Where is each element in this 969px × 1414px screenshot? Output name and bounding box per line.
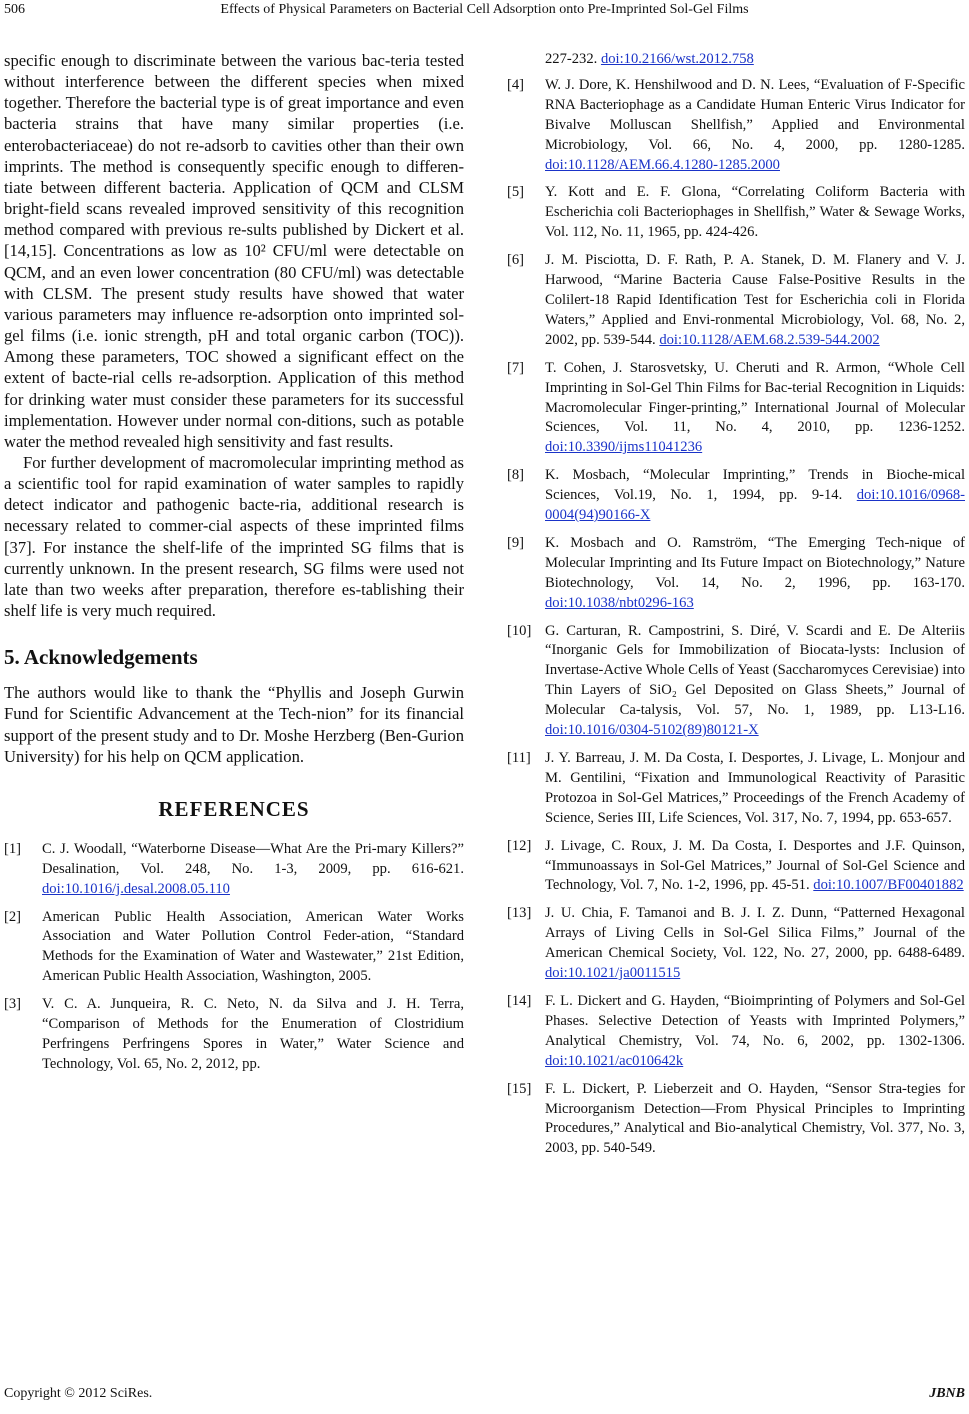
reference-number: [12] [507,837,532,854]
reference-text [42,995,464,1075]
reference-number: [14] [507,992,532,1009]
reference-body: J. U. Chia, F. Tamanoi and B. J. I. Z. Dunn, “Patterned Hexagonal Arrays of Living Cells in Sol-Gel Silica Films,” Journal of the American Chemical Society, Vol. 122, No. 27, 2000, pp. 6488-6489. [545,905,965,962]
reference-number: [13] [507,905,532,922]
reference-item [507,359,965,459]
left-column [4,50,464,1083]
reference-body: J. M. Pisciotta, D. F. Rath, P. A. Stanek, D. M. Flanery and V. J. Harwood, “Marine Bacteria Cause False-Positive Results in the Colilert-18 Rapid Identification Test for Escherichia coli in Florida Waters,” Applied and Envi-ronmental Microbiology, Vol. 68, No. 2, 2002, pp. 539-544. [545,252,965,348]
reference-text [545,992,965,1072]
reference-doi-link[interactable]: doi:10.1021/ac010642k [545,1052,684,1069]
reference-text [545,837,965,897]
reference-number: [3] [4,996,22,1013]
journal-abbreviation: JBNB [929,1386,965,1401]
reference-number: [9] [507,534,525,551]
reference-text [545,359,965,459]
reference-doi-link[interactable]: doi:10.1016/j.desal.2008.05.110 [42,880,230,897]
reference-body: J. Y. Barreau, J. M. Da Costa, I. Desportes, J. Livage, L. Monjour and M. Gentilini, “Fixation and Immunological Reactivity of Parasitic Protozoa in Sol-Gel Matrices,” Proceedings of the French Academy of Science, Series III, Life Sciences, Vol. 317, No. 7, 1994, pp. 653-657. [545,750,965,826]
reference-item [507,76,965,176]
reference-text [545,466,965,526]
reference-text [545,749,965,829]
reference-doi-link[interactable]: doi:10.3390/ijms11041236 [545,439,703,456]
reference-text [42,840,464,900]
reference-body: F. L. Dickert, P. Lieberzeit and O. Hayden, “Sensor Stra-tegies for Microorganism Detection—From Physical Principles to Imprinting Procedures,” Analytical and Bio-analytical Chemistry, Vol. 377, No. 3, 2003, pp. 540-549. [545,1080,965,1157]
reference-doi-link[interactable]: doi:10.1007/BF00401882 [813,877,964,894]
reference-body: J. Livage, C. Roux, J. M. Da Costa, I. Desportes and J.F. Quinson, “Immunoassays in Sol-Gel Matrices,” Journal of Sol-Gel Science and Technology, Vol. 7, No. 1-2, 1996, pp. 45-51. [545,837,965,894]
reference-item [507,466,965,526]
reference-body: F. L. Dickert and G. Hayden, “Bioimprinting of Polymers and Sol-Gel Phases. Selective Detection of Yeasts with Imprinted Polymers,” Analytical Chemistry, Vol. 74, No. 6, 2002, pp. 1302-1306. [545,992,965,1049]
reference-number: [6] [507,252,525,269]
body-paragraph-2 [4,452,464,621]
reference-doi-link[interactable]: doi:10.1016/0304-5102(89)80121-X [545,722,759,739]
reference-doi-link[interactable]: doi:10.1128/AEM.68.2.539-544.2002 [659,331,880,348]
acknowledgements-heading: 5. Acknowledgements [4,645,198,670]
reference-item [507,992,965,1072]
reference-text [545,183,965,243]
copyright-notice: Copyright © 2012 SciRes. [4,1386,153,1401]
reference-number: [10] [507,622,532,639]
reference-continuation [507,50,965,70]
page-header [0,0,969,22]
reference-body: Y. Kott and E. F. Glona, “Correlating Coliform Bacteria with Escherichia coli Bacteriophages in Shellfish,” Water & Sewage Works, Vol. 112, No. 11, 1965, pp. 424-426. [545,184,965,241]
reference-text [545,76,965,176]
reference-body: V. C. A. Junqueira, R. C. Neto, N. da Silva and J. H. Terra, “Comparison of Methods for the Enumeration of Clostridium Perfringens Perfringens Spores in Water,” Water Science and Technology, Vol. 65, No. 2, 2012, pp. [42,996,464,1072]
paragraph-1-text: specific enough to discriminate between the various bac-teria tested without interference between the different species when mixed together. Therefore the bacterial type is of great importance and even bacteria strains that have many similar properties (i.e. enterobacteriaceae) do not re-adsorb to cavities other than their own imprints. The method is consequently specific enough to differen-tiate between different bacteria. Application of QCM and CLSM bright-field scans revealed improved sensitivity of this recognition method compared with previous re-sults published by Dickert et al. [14,15]. Concentrations as low as 10² CFU/ml were detectable on QCM, and an even lower concentration (80 CFU/ml) was detectable with CLSM. The present study results have showed that water various parameters may influence re-adsorption onto imprinted sol-gel films (i.e. ionic strength, pH and total organic carbon (TOC)). Among these parameters, TOC showed a significant effect on the extent of bacte-rial cells re-adsorption. Application of this method for drinking water must consider these parameters for its successful implementation. However under normal con-ditions, such as potable water the method revealed high sensitivity and fast results. [4,51,464,451]
reference-doi-link[interactable]: doi:10.2166/wst.2012.758 [600,51,754,67]
acknowledgements-text: The authors would like to thank the “Phyllis and Joseph Gurwin Fund for Scientific Advancement at the Tech-nion” for its financial support of the present study and to Dr. Moshe Herzberg (Ben-Gurion University) for his help on QCM application. [4,683,464,766]
references-heading: REFERENCES [158,796,310,821]
reference-item [507,183,965,243]
reference-number: [7] [507,359,525,376]
reference-item [4,908,464,988]
reference-number: [11] [507,750,531,766]
reference-number: [4] [507,76,525,93]
reference-body: C. J. Woodall, “Waterborne Disease—What Are the Pri-mary Killers?” Desalination, Vol. 248, No. 1-3, 2009, pp. 616-621. [42,840,464,877]
reference-doi-link[interactable]: doi:10.1016/0968-0004(94)90166-X [545,487,965,524]
right-column [507,50,965,1167]
reference-item [507,1080,965,1160]
reference-item [507,534,965,614]
reference-number: [5] [507,184,525,201]
reference-text [545,251,965,351]
paragraph-2-text: For further development of macromolecular imprinting method as a scientific tool for rapid examination of water samples to rapidly detect indicator and pathogenic bacte-ria, additional research is necessary related to commer-cial aspects of these imprinted films [37]. For instance the shelf-life of the imprinted SG films that is currently unknown. In the present research, SG films were used not late than two weeks after preparation, therefore es-tablishing their shelf life is very much required. [4,452,464,621]
reference-body: W. J. Dore, K. Henshilwood and D. N. Lees, “Evaluation of F-Specific RNA Bacteriophage as a Candidate Human Enteric Virus Indicator for Bivalve Molluscan Shellfish,” Applied and Environmental Microbiology, Vol. 66, No. 4, 2000, pp. 1280-1285. [545,76,965,153]
reference-body: K. Mosbach and O. Ramström, “The Emerging Tech-nique of Molecular Imprinting and Its Future Impact on Biotechnology,” Nature Biotechnology, Vol. 14, No. 2, 1996, pp. 163-170. [545,534,965,591]
page-number: 506 [4,2,25,17]
reference-item [507,749,965,829]
reference-body: American Public Health Association, American Water Works Association and Water Pollution Control Feder-ation, “Standard Methods for the Examination of Water and Wastewater,” 21st Edition, American Public Health Association, Washington, 2005. [42,908,464,985]
reference-text [42,908,464,988]
reference-number: [15] [507,1080,532,1097]
page-footer [4,1386,965,1406]
reference-item [4,840,464,900]
reference-item [4,995,464,1075]
reference-number: [2] [4,908,22,925]
reference-item [507,837,965,897]
reference-text [545,534,965,614]
reference-number: [8] [507,467,525,484]
running-title: Effects of Physical Parameters on Bacterial Cell Adsorption onto Pre-Imprinted Sol-Gel Films [220,2,749,17]
reference-body: 227-232. [545,51,598,67]
reference-item [507,251,965,351]
reference-body: T. Cohen, J. Starosvetsky, U. Cheruti and R. Armon, “Whole Cell Imprinting in Sol-Gel Thin Films for Bac-terial Recognition in Liquids: Macromolecular Finger-printing,” International Journal of Molecular Sciences, Vol. 11, No. 4, 2010, pp. 1236-1252. [545,359,965,436]
reference-doi-link[interactable]: doi:10.1128/AEM.66.4.1280-1285.2000 [545,156,780,173]
reference-item [507,622,965,741]
reference-text [545,1080,965,1160]
body-paragraph-1 [4,50,464,452]
reference-doi-link[interactable]: doi:10.1021/ja0011515 [545,965,681,982]
reference-doi-link[interactable]: doi:10.1038/nbt0296-163 [545,594,694,611]
reference-item [507,904,965,984]
reference-number: [1] [4,840,22,857]
reference-text [545,904,965,984]
reference-text [545,622,965,741]
reference-body: K. Mosbach, “Molecular Imprinting,” Trends in Bioche-mical Sciences, Vol.19, No. 1, 1994, pp. 9-14. [545,467,965,504]
reference-body: G. Carturan, R. Campostrini, S. Diré, V. Scardi and E. De Alteriis “Inorganic Gels for Immobilization of Biocata-lysts: Inclusion of Invertase-Active Whole Cells of Yeast (Saccharomyces Cerevisiae) into Thin Layers of SiO₂ Gel Deposited on Glass Sheets,” Journal of Molecular Ca-talysis, Vol. 57, No. 1, 1989, pp. L13-L16. [545,622,965,719]
